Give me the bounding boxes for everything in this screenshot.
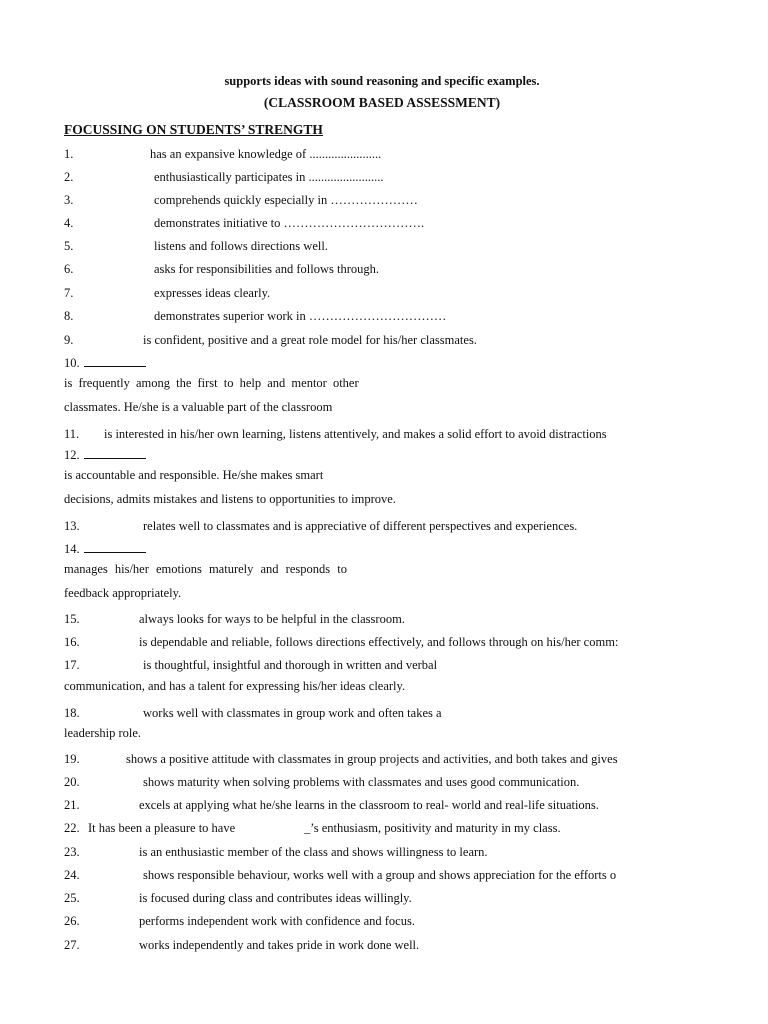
name-blank [84, 446, 146, 459]
item-number: 26. [64, 914, 80, 928]
item-number: 25. [64, 891, 80, 905]
item-number: 27. [64, 938, 80, 952]
item-text-line-2: feedback appropriately. [64, 586, 182, 600]
item-text: expresses ideas clearly. [154, 286, 271, 300]
item-text: works independently and takes pride in work done well. [139, 938, 420, 952]
item-text: is confident, positive and a great role model for his/her classmates. [143, 333, 477, 347]
item-number: 23. [64, 845, 80, 859]
item-text: performs independent work with confidence and focus. [139, 914, 415, 928]
item-number: 4. [64, 216, 74, 230]
item-number: 11. [64, 427, 80, 441]
item-number: 13. [64, 519, 80, 533]
item-number: 24. [64, 868, 80, 882]
item-number: 7. [64, 286, 74, 300]
item-text: always looks for ways to be helpful in the classroom. [139, 612, 405, 626]
item-number: 10. [64, 356, 80, 370]
name-blank [84, 354, 146, 367]
item-text-line-1: works well with classmates in group work and often takes a [143, 706, 442, 720]
item-text: shows maturity when solving problems with classmates and uses good communication. [143, 775, 580, 789]
item-text-line-1: is frequently among the first to help and mentor other [64, 376, 359, 390]
item-number: 1. [64, 147, 74, 161]
item-number: 15. [64, 612, 80, 626]
item-number: 18. [64, 706, 80, 720]
item-text: enthusiastically participates in ........................ [154, 170, 384, 184]
item-number: 8. [64, 309, 74, 323]
item-text: is focused during class and contributes ideas willingly. [139, 891, 412, 905]
item-number: 14. [64, 542, 80, 556]
item-number: 16. [64, 635, 80, 649]
item-number-with-blank [64, 540, 146, 557]
name-blank [84, 540, 146, 553]
item-text: is an enthusiastic member of the class and shows willingness to learn. [139, 845, 488, 859]
item-number: 3. [64, 193, 74, 207]
item-text: shows responsible behaviour, works well with a group and shows appreciation for the efforts o [143, 868, 617, 882]
item-text-line-2: classmates. He/she is a valuable part of the classroom [64, 400, 333, 414]
item-text-post: _’s enthusiasm, positivity and maturity in my class. [304, 821, 561, 835]
item-number: 6. [64, 262, 74, 276]
item-text: is interested in his/her own learning, listens attentively, and makes a solid effort to avoid distractions [104, 427, 607, 441]
item-number: 17. [64, 658, 80, 672]
item-text: comprehends quickly especially in ………………… [154, 193, 418, 207]
item-text: demonstrates initiative to ……………………………. [154, 216, 425, 230]
item-number: 21. [64, 798, 80, 812]
section-title: FOCUSSING ON STUDENTS’ STRENGTH [64, 122, 323, 137]
item-text-line-1: is accountable and responsible. He/she makes smart [64, 468, 324, 482]
item-number: 12. [64, 448, 80, 462]
header-line-2: (CLASSROOM BASED ASSESSMENT) [263, 95, 501, 110]
item-number: 5. [64, 239, 74, 253]
item-text-line-1: manages his/her emotions maturely and responds to [64, 562, 347, 576]
item-text: excels at applying what he/she learns in the classroom to real- world and real-life situations. [139, 798, 599, 812]
item-text: shows a positive attitude with classmates in group projects and activities, and both takes and gives [126, 752, 618, 766]
item-text: is dependable and reliable, follows directions effectively, and follows through on his/her comm: [139, 635, 619, 649]
item-text: asks for responsibilities and follows through. [154, 262, 379, 276]
item-text-line-1: is thoughtful, insightful and thorough in written and verbal [143, 658, 438, 672]
item-text: relates well to classmates and is appreciative of different perspectives and experiences. [143, 519, 578, 533]
item-number: 22. [64, 821, 80, 835]
item-text-pre: It has been a pleasure to have [88, 821, 236, 835]
item-text: has an expansive knowledge of ....................... [150, 147, 382, 161]
header-line-1: supports ideas with sound reasoning and specific examples. [224, 74, 540, 88]
item-text-line-2: communication, and has a talent for expressing his/her ideas clearly. [64, 679, 406, 693]
item-number: 2. [64, 170, 74, 184]
item-text: listens and follows directions well. [154, 239, 328, 253]
item-text-line-2: leadership role. [64, 726, 142, 740]
item-number: 19. [64, 752, 80, 766]
item-number-with-blank [64, 446, 146, 463]
item-text: demonstrates superior work in …………………………… [154, 309, 447, 323]
item-number-with-blank [64, 354, 146, 371]
item-number: 20. [64, 775, 80, 789]
item-text-line-2: decisions, admits mistakes and listens to opportunities to improve. [64, 492, 396, 506]
item-number: 9. [64, 333, 74, 347]
